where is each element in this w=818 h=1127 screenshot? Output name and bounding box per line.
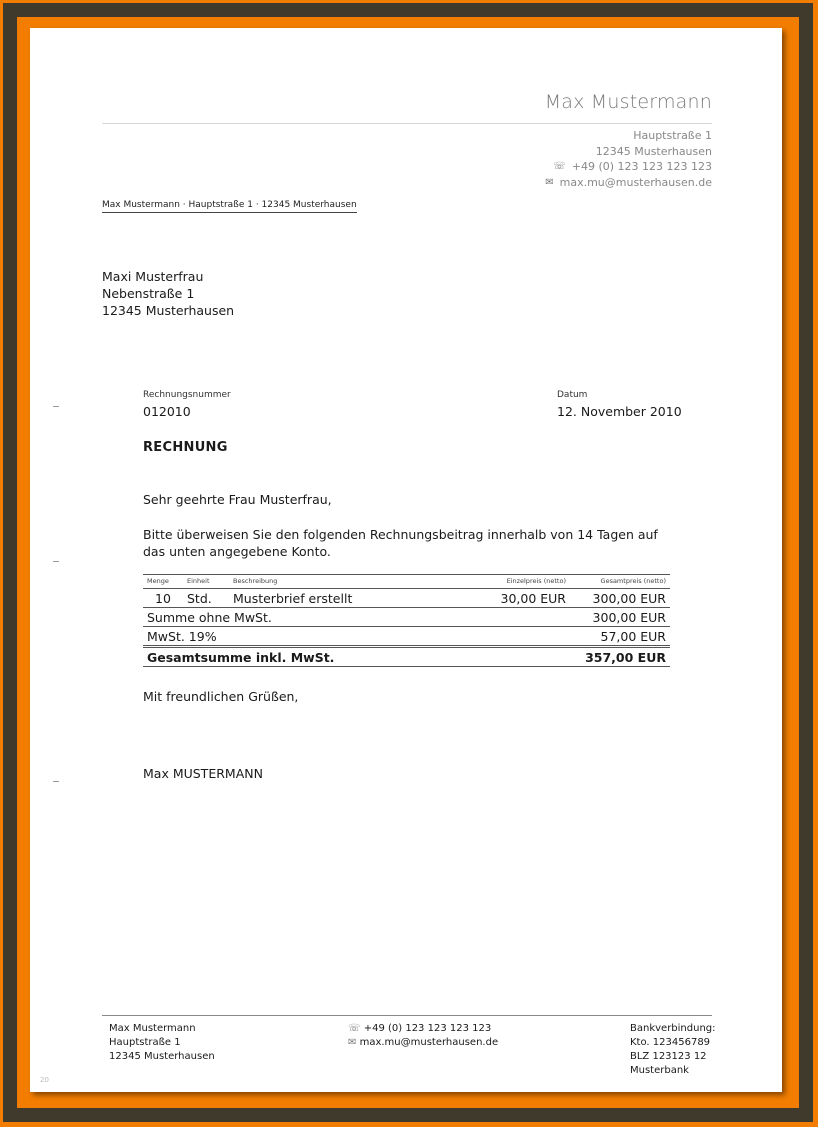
recipient-address xyxy=(102,268,234,319)
footer-divider xyxy=(102,1015,712,1016)
page-number: 20 xyxy=(40,1076,49,1084)
col-header-qty: Menge xyxy=(143,575,183,589)
body-paragraph: Bitte überweisen Sie den folgenden Rechnungsbeitrag innerhalb von 14 Tagen auf das unten angegebene Konto. xyxy=(143,527,658,559)
footer-contact xyxy=(348,1022,498,1050)
tax-value: 57,00 EUR xyxy=(570,627,670,647)
footer-bank xyxy=(630,1022,716,1078)
footer-city: 12345 Musterhausen xyxy=(109,1051,215,1062)
col-header-total-price: Gesamtpreis (netto) xyxy=(570,575,670,589)
bank-name: Musterbank xyxy=(630,1065,689,1076)
total-value: 357,00 EUR xyxy=(570,647,670,667)
closing: Mit freundlichen Grüßen, xyxy=(143,689,299,704)
fold-mark xyxy=(53,781,59,782)
col-header-description: Beschreibung xyxy=(229,575,462,589)
recipient-city: 12345 Musterhausen xyxy=(102,303,235,318)
table-row xyxy=(143,589,670,608)
row-unit-price: 30,00 EUR xyxy=(500,590,566,606)
envelope-icon: ✉ xyxy=(348,1037,357,1048)
return-address-line: Max Mustermann · Hauptstraße 1 · 12345 Musterhausen xyxy=(102,200,357,213)
fold-mark xyxy=(53,406,59,407)
total-label: Gesamtsumme inkl. MwSt. xyxy=(143,647,570,667)
punch-mark xyxy=(53,561,59,562)
tax-row xyxy=(143,627,670,647)
recipient-name: Maxi Musterfrau xyxy=(102,269,204,284)
invoice-number: 012010 xyxy=(143,404,191,419)
footer-email[interactable]: max.mu@musterhausen.de xyxy=(359,1037,499,1048)
phone-icon: ☏ xyxy=(553,161,566,172)
letter-page xyxy=(30,28,782,1092)
sender-street: Hauptstraße 1 xyxy=(633,129,712,142)
invoice-date: 12. November 2010 xyxy=(557,404,682,419)
invoice-number-label: Rechnungsnummer xyxy=(143,390,231,400)
footer-name: Max Mustermann xyxy=(109,1023,196,1034)
sender-phone: +49 (0) 123 123 123 123 xyxy=(571,160,712,173)
subtotal-row xyxy=(143,608,670,627)
invoice-table xyxy=(143,574,670,667)
bank-account: Kto. 123456789 xyxy=(630,1037,711,1048)
footer-address xyxy=(109,1022,215,1064)
col-header-unit: Einheit xyxy=(183,575,229,589)
salutation: Sehr geehrte Frau Musterfrau, xyxy=(143,492,332,507)
sender-city: 12345 Musterhausen xyxy=(595,144,712,158)
header-divider xyxy=(102,123,712,124)
sender-name: Max Mustermann xyxy=(544,91,712,113)
row-description: Musterbrief erstellt xyxy=(233,590,353,606)
col-header-unit-price: Einzelpreis (netto) xyxy=(462,575,570,589)
subtotal-label: Summe ohne MwSt. xyxy=(143,608,570,627)
subtotal-value: 300,00 EUR xyxy=(570,608,670,627)
row-unit: Std. xyxy=(187,590,212,606)
envelope-icon: ✉ xyxy=(545,176,554,188)
date-label: Datum xyxy=(557,390,588,400)
total-row xyxy=(143,647,670,667)
sender-email[interactable]: max.mu@musterhausen.de xyxy=(559,175,712,189)
footer-street: Hauptstraße 1 xyxy=(109,1037,181,1048)
bank-label: Bankverbindung: xyxy=(630,1023,716,1034)
table-header-row xyxy=(143,575,670,589)
recipient-street: Nebenstraße 1 xyxy=(102,286,195,301)
subject: RECHNUNG xyxy=(143,440,228,455)
row-total-price: 300,00 EUR xyxy=(592,590,666,606)
bank-blz: BLZ 123123 12 xyxy=(630,1051,707,1062)
tax-label: MwSt. 19% xyxy=(143,627,570,647)
signature: Max MUSTERMANN xyxy=(143,766,263,781)
phone-icon: ☏ xyxy=(348,1023,361,1034)
sender-address-block xyxy=(545,128,712,190)
row-qty: 10 xyxy=(155,590,171,606)
footer-phone: +49 (0) 123 123 123 123 xyxy=(363,1023,492,1034)
